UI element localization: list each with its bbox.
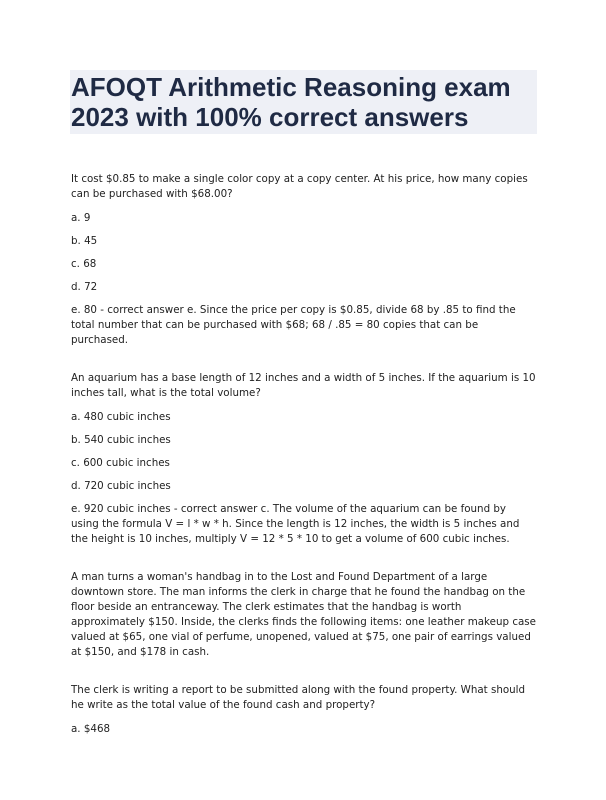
passage-text: A man turns a woman's handbag in to the Lost and Found Department of a large downtown store. The man informs the clerk in charge that he found the handbag on the floor beside an entranceway. The clerk estimates that the handbag is worth approximately $150. Inside, the clerks finds the following items: one leather makeup case valued at $65, one vial of perfume, unopened, valued at $75, one pair of earrings valued at $150, and $178 in cash. (71, 571, 536, 658)
question-1-stem: It cost $0.85 to make a single color copy at a copy center. At his price, how many copies can be purchased with $68.00? (71, 173, 528, 200)
question-2-answer: e. 920 cubic inches - correct answer c. The volume of the aquarium can be found by using the formula V = l * w * h. Since the length is 12 inches, the width is 5 inches and the height is 10 inches, multiply V = 12 * 5 * 10 to get a volume of 600 cubic inches. (71, 503, 520, 545)
question-3-stem: The clerk is writing a report to be submitted along with the found property. What should he write as the total value of the found cash and property? (71, 684, 526, 711)
document-title: AFOQT Arithmetic Reasoning exam 2023 with 100% correct answers (70, 70, 537, 134)
question-1-option-a: a. 9 (71, 212, 91, 224)
question-2-stem: An aquarium has a base length of 12 inches and a width of 5 inches. If the aquarium is 10 inches tall, what is the total volume? (71, 372, 536, 399)
question-2-option-c: c. 600 cubic inches (71, 457, 170, 469)
question-1-option-d: d. 72 (71, 281, 98, 293)
question-2-option-d: d. 720 cubic inches (71, 480, 171, 492)
question-1-answer: e. 80 - correct answer e. Since the price per copy is $0.85, divide 68 by .85 to find the total number that can be purchased with $68; 68 / .85 = 80 copies that can be purchased. (71, 304, 516, 346)
question-2-option-b: b. 540 cubic inches (71, 434, 171, 446)
question-1-option-c: c. 68 (71, 258, 97, 270)
question-1-option-b: b. 45 (71, 235, 98, 247)
question-2-option-a: a. 480 cubic inches (71, 411, 171, 423)
question-3-option-a: a. $468 (71, 723, 111, 735)
document-body (71, 172, 537, 745)
